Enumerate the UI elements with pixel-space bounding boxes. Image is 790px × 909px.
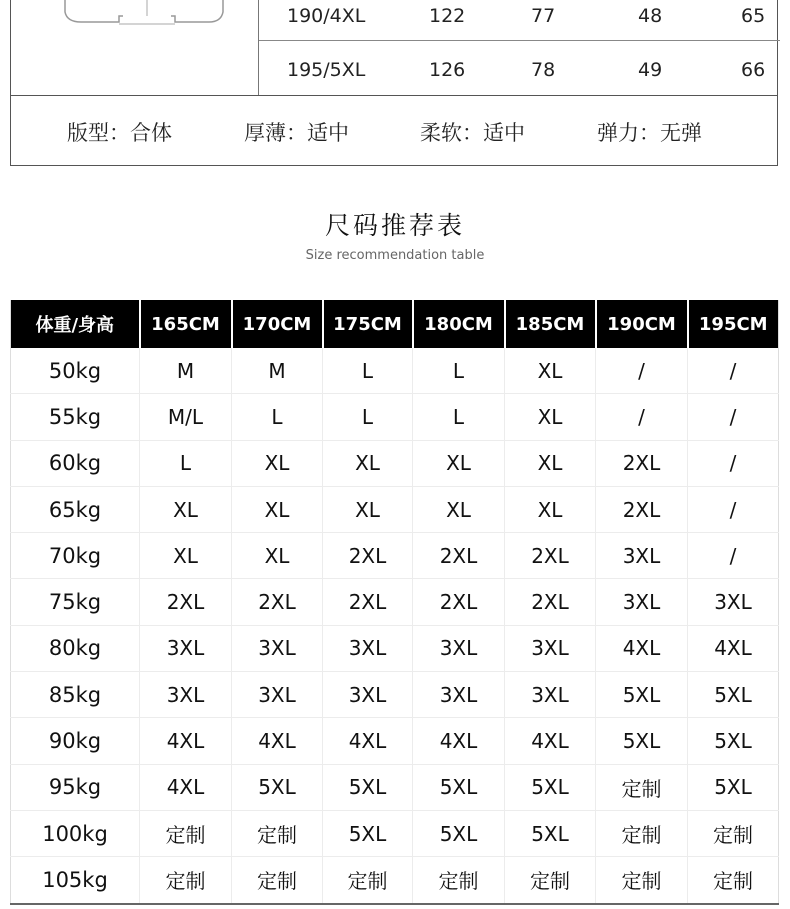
size-cell: XL (505, 348, 596, 394)
size-cell: 3XL (596, 579, 688, 625)
size-cell: XL (413, 440, 505, 486)
weight-cell: 75kg (11, 579, 140, 625)
size-cell: 4XL (140, 718, 232, 764)
table-row (11, 486, 779, 532)
weight-cell: 95kg (11, 764, 140, 810)
size-cell: 定制 (596, 764, 688, 810)
size-cell: / (688, 486, 779, 532)
size-cell: 4XL (505, 718, 596, 764)
size-cell: 5XL (596, 718, 688, 764)
weight-cell: 90kg (11, 718, 140, 764)
size-cell: M (140, 348, 232, 394)
size-cell: L (413, 348, 505, 394)
size-cell: 4XL (323, 718, 413, 764)
softness-property: 柔软：适中 (420, 121, 525, 145)
size-cell: 3XL (688, 579, 779, 625)
height-header: 195CM (688, 300, 779, 348)
size-chart-fragment (10, 0, 778, 166)
size-cell: XL (505, 394, 596, 440)
size-cell: XL (140, 486, 232, 532)
fabric-properties-bar (11, 95, 777, 166)
size-cell: 4XL (596, 625, 688, 671)
size-cell: 定制 (505, 857, 596, 904)
size-cell: XL (505, 486, 596, 532)
size-cell: / (596, 394, 688, 440)
size-cell: 5XL (505, 764, 596, 810)
size-cell: 2XL (140, 579, 232, 625)
size-cell: 3XL (505, 625, 596, 671)
thickness-property: 厚薄：适中 (244, 121, 349, 145)
measurement-value: 66 (741, 59, 766, 81)
measurement-value: 126 (429, 59, 466, 81)
size-cell: XL (323, 486, 413, 532)
size-cell: L (232, 394, 323, 440)
size-cell: 2XL (413, 579, 505, 625)
height-header: 165CM (140, 300, 232, 348)
size-cell: / (596, 348, 688, 394)
size-cell: 3XL (232, 672, 323, 718)
table-row (11, 625, 779, 671)
size-cell: 定制 (596, 857, 688, 904)
size-cell: 4XL (140, 764, 232, 810)
size-recommendation-table (10, 300, 779, 905)
weight-cell: 100kg (11, 810, 140, 856)
size-cell: 5XL (505, 810, 596, 856)
size-cell: 定制 (323, 857, 413, 904)
height-header: 190CM (596, 300, 688, 348)
table-row (11, 579, 779, 625)
table-row (11, 348, 779, 394)
table-row (11, 533, 779, 579)
size-cell: 5XL (688, 718, 779, 764)
size-cell: / (688, 348, 779, 394)
size-cell: XL (140, 533, 232, 579)
weight-cell: 85kg (11, 672, 140, 718)
size-cell: 定制 (140, 857, 232, 904)
size-cell: 3XL (140, 625, 232, 671)
size-cell: XL (323, 440, 413, 486)
size-cell: XL (232, 533, 323, 579)
size-cell: 4XL (688, 625, 779, 671)
size-cell: 5XL (688, 764, 779, 810)
weight-cell: 80kg (11, 625, 140, 671)
size-cell: 定制 (232, 810, 323, 856)
weight-cell: 55kg (11, 394, 140, 440)
size-cell: XL (505, 440, 596, 486)
size-cell: 5XL (688, 672, 779, 718)
size-cell: M (232, 348, 323, 394)
weight-cell: 65kg (11, 486, 140, 532)
size-cell: M/L (140, 394, 232, 440)
height-header: 185CM (505, 300, 596, 348)
table-row (11, 394, 779, 440)
size-cell: 定制 (688, 857, 779, 904)
size-cell: 5XL (323, 810, 413, 856)
size-cell: 3XL (505, 672, 596, 718)
size-cell: 3XL (323, 625, 413, 671)
measurement-value: 78 (531, 59, 556, 81)
size-cell: 3XL (140, 672, 232, 718)
size-cell: 2XL (505, 533, 596, 579)
size-cell: / (688, 394, 779, 440)
size-cell: L (323, 394, 413, 440)
table-row (11, 810, 779, 856)
size-cell: 3XL (413, 672, 505, 718)
size-cell: 2XL (323, 533, 413, 579)
size-cell: L (323, 348, 413, 394)
size-chart-rows (258, 0, 780, 95)
size-cell: L (140, 440, 232, 486)
table-row (11, 440, 779, 486)
size-cell: 3XL (232, 625, 323, 671)
size-cell: 定制 (596, 810, 688, 856)
table-row (11, 718, 779, 764)
size-cell: 定制 (140, 810, 232, 856)
size-cell: 5XL (596, 672, 688, 718)
section-subtitle: Size recommendation table (305, 248, 485, 263)
size-cell: 3XL (413, 625, 505, 671)
size-cell: 5XL (413, 810, 505, 856)
size-cell: L (413, 394, 505, 440)
size-cell: XL (232, 440, 323, 486)
size-cell: 3XL (323, 672, 413, 718)
table-row (11, 764, 779, 810)
size-cell: / (688, 440, 779, 486)
size-cell: 4XL (413, 718, 505, 764)
corner-header: 体重/身高 (11, 300, 140, 348)
size-cell: / (688, 533, 779, 579)
size-cell: 2XL (413, 533, 505, 579)
weight-cell: 70kg (11, 533, 140, 579)
size-cell: 5XL (413, 764, 505, 810)
fit-property: 版型：合体 (67, 121, 172, 145)
size-cell: 2XL (232, 579, 323, 625)
size-cell: 2XL (505, 579, 596, 625)
height-header: 175CM (323, 300, 413, 348)
size-cell: 5XL (323, 764, 413, 810)
garment-sketch-icon (59, 0, 229, 28)
size-cell: 3XL (596, 533, 688, 579)
section-title: 尺码推荐表 (324, 211, 465, 240)
weight-cell: 105kg (11, 857, 140, 904)
elasticity-property: 弹力：无弹 (597, 121, 702, 145)
height-header: 180CM (413, 300, 505, 348)
height-header: 170CM (232, 300, 323, 348)
size-cell: 2XL (596, 486, 688, 532)
size-cell: XL (413, 486, 505, 532)
measurement-value: 122 (429, 5, 466, 27)
size-label: 190/4XL (287, 5, 366, 27)
size-chart-row (259, 0, 780, 41)
size-cell: 定制 (232, 857, 323, 904)
measurement-value: 48 (638, 5, 663, 27)
size-cell: 5XL (232, 764, 323, 810)
measurement-value: 77 (531, 5, 556, 27)
size-cell: 定制 (413, 857, 505, 904)
weight-cell: 50kg (11, 348, 140, 394)
size-cell: 2XL (323, 579, 413, 625)
size-cell: 定制 (688, 810, 779, 856)
table-header-row (11, 300, 779, 348)
size-cell: XL (232, 486, 323, 532)
size-chart-row (259, 46, 780, 94)
table-row (11, 857, 779, 904)
size-label: 195/5XL (287, 59, 366, 81)
weight-cell: 60kg (11, 440, 140, 486)
measurement-value: 49 (638, 59, 663, 81)
table-row (11, 672, 779, 718)
size-cell: 4XL (232, 718, 323, 764)
size-cell: 2XL (596, 440, 688, 486)
measurement-value: 65 (741, 5, 766, 27)
